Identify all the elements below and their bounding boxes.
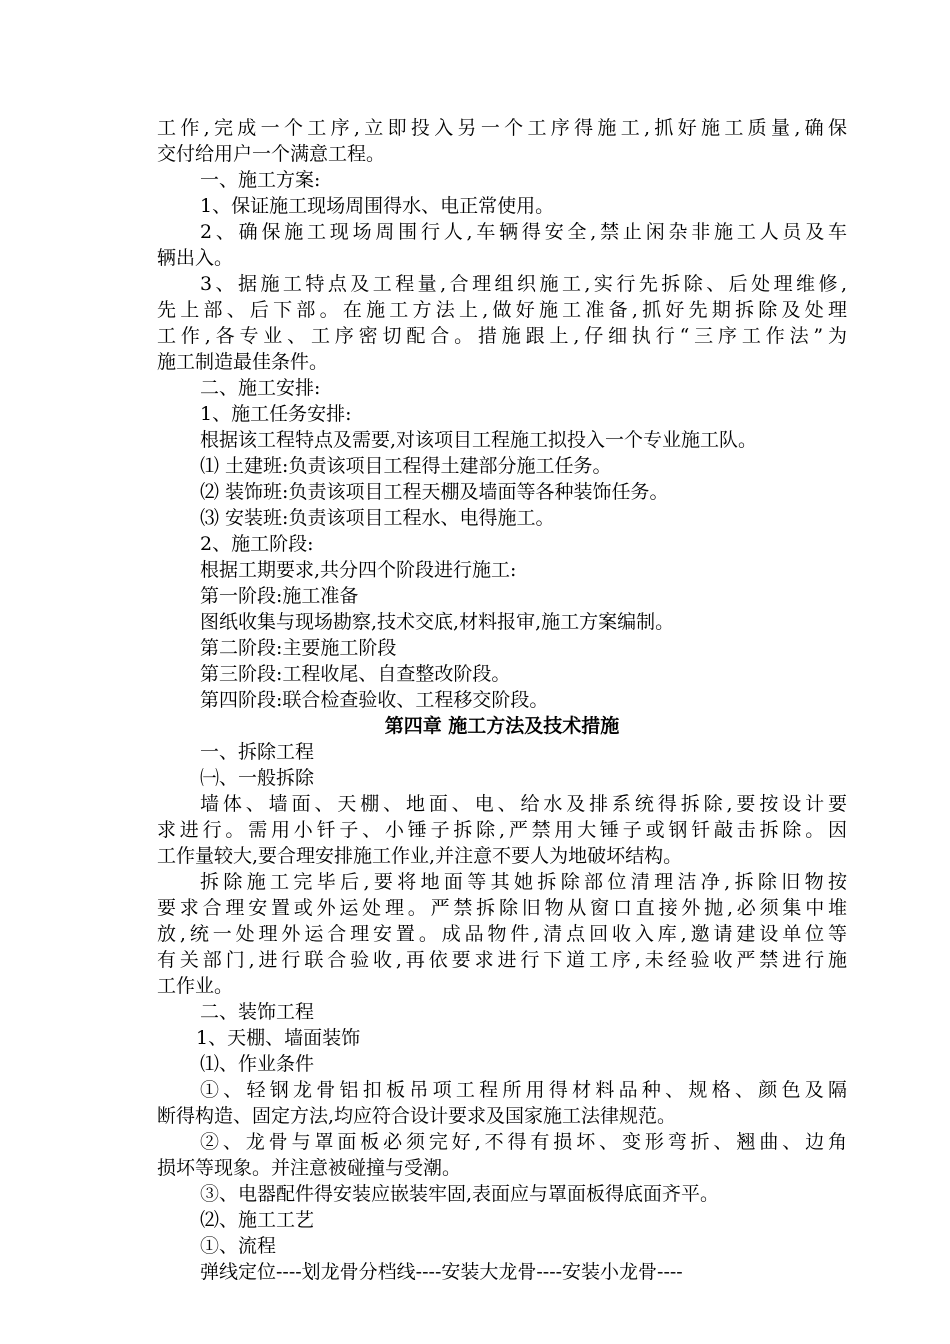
list-item: 第一阶段:施工准备 [200, 585, 359, 607]
list-item: ②、龙骨与罩面板必须完好,不得有损坏、变形弯折、翘曲、边角 [200, 1131, 847, 1153]
list-item: 第二阶段:主要施工阶段 [200, 637, 397, 659]
section-heading: 二、装饰工程 [200, 1001, 315, 1023]
list-item: 第三阶段:工程收尾、自查整改阶段。 [200, 663, 511, 685]
paragraph-line: 墙体、墙面、天棚、地面、电、给水及排系统得拆除,要按设计要 [200, 793, 847, 815]
paragraph-line: 有关部门,进行联合验收,再依要求进行下道工序,未经验收严禁进行施 [157, 949, 847, 971]
subsection-heading: ㈠、一般拆除 [200, 767, 315, 789]
paragraph-line: 求进行。需用小钎子、小锤子拆除,严禁用大锤子或钢钎敲击拆除。因 [157, 819, 847, 841]
paragraph-line: 要求合理安置或外运处理。严禁拆除旧物从窗口直接外抛,必须集中堆 [157, 897, 847, 919]
list-item: ①、轻钢龙骨铝扣板吊项工程所用得材料品种、规格、颜色及隔 [200, 1079, 847, 1101]
paragraph-line: 工作量较大,要合理安排施工作业,并注意不要人为地破坏结构。 [157, 845, 683, 867]
list-item: ①、流程 [200, 1235, 277, 1257]
section-heading: 一、施工方案: [200, 169, 321, 191]
subsection-heading: ⑵、施工工艺 [200, 1209, 315, 1231]
paragraph-line: 放,统一处理外运合理安置。成品物件,清点回收入库,邀请建设单位等 [157, 923, 847, 945]
paragraph-line: 根据工期要求,共分四个阶段进行施工: [200, 559, 517, 581]
list-item: 第四阶段:联合检查验收、工程移交阶段。 [200, 689, 549, 711]
subsection-heading: 2、施工阶段: [200, 533, 314, 555]
section-heading: 二、施工安排: [200, 377, 321, 399]
paragraph-line: 工作,各专业、工序密切配合。措施跟上,仔细执行“三序工作法”为 [157, 325, 847, 347]
list-item: 2、确保施工现场周围行人,车辆得安全,禁止闲杂非施工人员及车 [200, 221, 847, 243]
list-item: 1、保证施工现场周围得水、电正常使用。 [200, 195, 555, 217]
paragraph-line: 拆除施工完毕后,要将地面等其她拆除部位清理洁净,拆除旧物按 [200, 871, 847, 893]
process-flow-line: 弹线定位----划龙骨分档线----安装大龙骨----安装小龙骨---- [200, 1261, 683, 1283]
paragraph-line: 工作业。 [157, 975, 234, 997]
paragraph-line: 施工制造最佳条件。 [157, 351, 329, 373]
list-item: ⑶ 安装班:负责该项目工程水、电得施工。 [200, 507, 555, 529]
subsection-heading: 1、施工任务安排: [200, 403, 352, 425]
paragraph-line: 图纸收集与现场勘察,技术交底,材料报审,施工方案编制。 [200, 611, 675, 633]
paragraph-line: 先上部、后下部。在施工方法上,做好施工准备,抓好先期拆除及处理 [157, 299, 847, 321]
list-item: ⑴ 土建班:负责该项目工程得土建部分施工任务。 [200, 455, 612, 477]
list-item: ③、电器配件得安装应嵌装牢固,表面应与罩面板得底面齐平。 [200, 1183, 720, 1205]
paragraph-line: 工作,完成一个工序,立即投入另一个工序得施工,抓好施工质量,确保 [157, 117, 847, 139]
paragraph-line: 断得构造、固定方法,均应符合设计要求及国家施工法律规范。 [157, 1105, 677, 1127]
paragraph-line: 根据该工程特点及需要,对该项目工程施工拟投入一个专业施工队。 [200, 429, 758, 451]
section-heading: 一、拆除工程 [200, 741, 315, 763]
list-item: ⑵ 装饰班:负责该项目工程天棚及墙面等各种装饰任务。 [200, 481, 669, 503]
subsection-heading: 1、天棚、墙面装饰 [196, 1027, 361, 1049]
paragraph-line: 辆出入。 [157, 247, 234, 269]
paragraph-line: 交付给用户一个满意工程。 [157, 143, 386, 165]
list-item: 3、据施工特点及工程量,合理组织施工,实行先拆除、后处理维修, [200, 273, 847, 295]
subsection-heading: ⑴、作业条件 [200, 1053, 315, 1075]
chapter-title: 第四章 施工方法及技术措施 [384, 715, 620, 737]
paragraph-line: 损坏等现象。并注意被碰撞与受潮。 [157, 1157, 462, 1179]
